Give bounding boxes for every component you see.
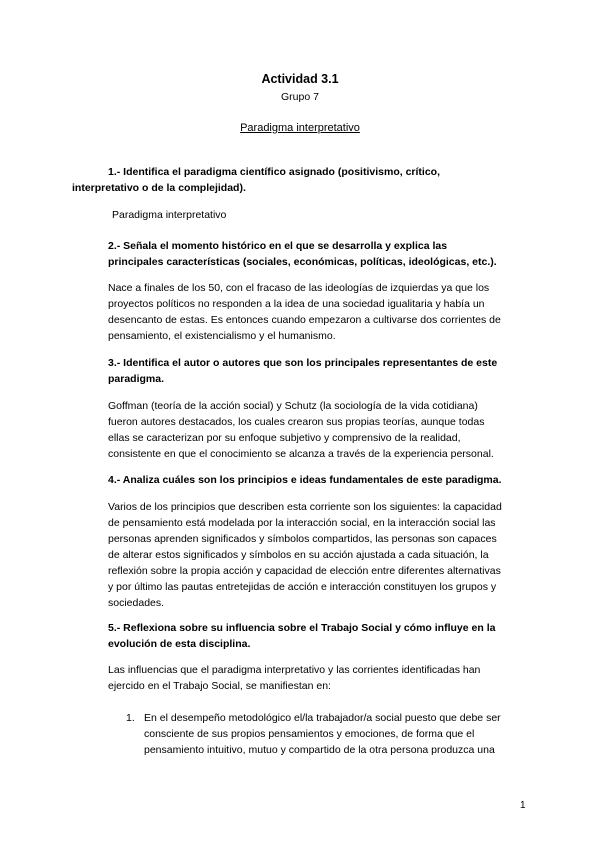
answer-4-line: Varios de los principios que describen esta corriente son los siguientes: la capacidad [108,501,502,513]
answer-2-line: Nace a finales de los 50, con el fracaso de las ideologías de izquierdas ya que los [108,282,490,294]
question-3 [108,355,497,387]
list-item-line: En el desempeño metodológico el/la trabajador/a social puesto que debe ser [144,712,501,724]
question-2-line-1: 2.- Señala el momento histórico en el que se desarrolla y explica las [108,240,448,252]
answer-4-line: personas aprenden significados y símbolos compartidos, las personas son capaces [108,533,497,545]
question-2-line-2: principales características (sociales, económicas, políticas, ideológicas, etc.). [108,256,497,268]
answer-4-line: y por último las pautas entretejidas de acción e interacción constituyen los grupos y [108,581,497,593]
question-1 [0,164,440,196]
answer-3-line: ellas se caracterizan por su enfoque subjetivo y comprensivo de la realidad, [108,432,461,444]
paradigm-heading: Paradigma interpretativo [240,122,360,134]
answer-4-line: de alterar estos significados y símbolos en su acción ajustada a cada situación, la [108,549,489,561]
answer-4-line: sociedades. [108,597,165,609]
document-title: Actividad 3.1 [261,72,339,86]
list-item-number: 1. [126,712,135,724]
question-5-line-1: 5.- Reflexiona sobre su influencia sobre el Trabajo Social y cómo influye en la [108,622,496,634]
question-3-line-2: paradigma. [108,373,165,385]
question-3-line-1: 3.- Identifica el autor o autores que son los principales representantes de este [108,357,498,369]
question-4-line-1: 4.- Analiza cuáles son los principios e ideas fundamentales de este paradigma. [108,474,502,486]
page-number: 1 [520,800,526,811]
answer-5-intro [108,662,480,694]
answer-3-line: consistente en que el conocimiento se alcanza a través de la experiencia personal. [108,448,494,460]
group-label: Grupo 7 [281,91,319,103]
question-4 [108,472,502,488]
answer-2-line: proyectos políticos no responden a la idea de una sociedad igualitaria y había un [108,298,485,310]
answer-3-line: fueron autores destacados, los cuales crearon sus propias teorías, aunque todas [108,416,485,428]
answer-5-intro-line: Las influencias que el paradigma interpretativo y las corrientes identificadas han [108,664,481,676]
question-5 [108,620,495,652]
answer-5-intro-line: ejercido en el Trabajo Social, se manifiestan en: [108,680,331,692]
answer-4-line: de pensamiento está modelada por la interacción social, en la interacción social las [108,517,496,529]
answer-3 [108,398,494,462]
answer-1: Paradigma interpretativo [112,209,227,221]
answer-2-line: desencanto de estas. Es entonces cuando empezaron a cultivarse dos corrientes de [108,314,501,326]
question-1-line-1: 1.- Identifica el paradigma científico asignado (positivismo, crítico, [108,166,440,178]
answer-4-line: reflexión sobre la propia acción y capacidad de elección entre diferentes alternativas [108,565,501,577]
answer-2 [108,280,501,344]
list-item-line: consciente de sus propios pensamientos y emociones, de forma que el [144,728,475,740]
list-item-line: pensamiento intuitivo, mutuo y compartido de la otra persona produzca una [144,744,495,756]
question-1-line-2: interpretativo o de la complejidad). [72,182,246,194]
answer-4 [108,499,502,611]
list-item [144,710,501,758]
answer-3-line: Goffman (teoría de la acción social) y Schutz (la sociología de la vida cotidiana) [108,400,478,412]
question-5-line-2: evolución de esta disciplina. [108,638,251,650]
question-2 [108,238,497,270]
answer-2-line: pensamiento, el existencialismo y el humanismo. [108,330,336,342]
